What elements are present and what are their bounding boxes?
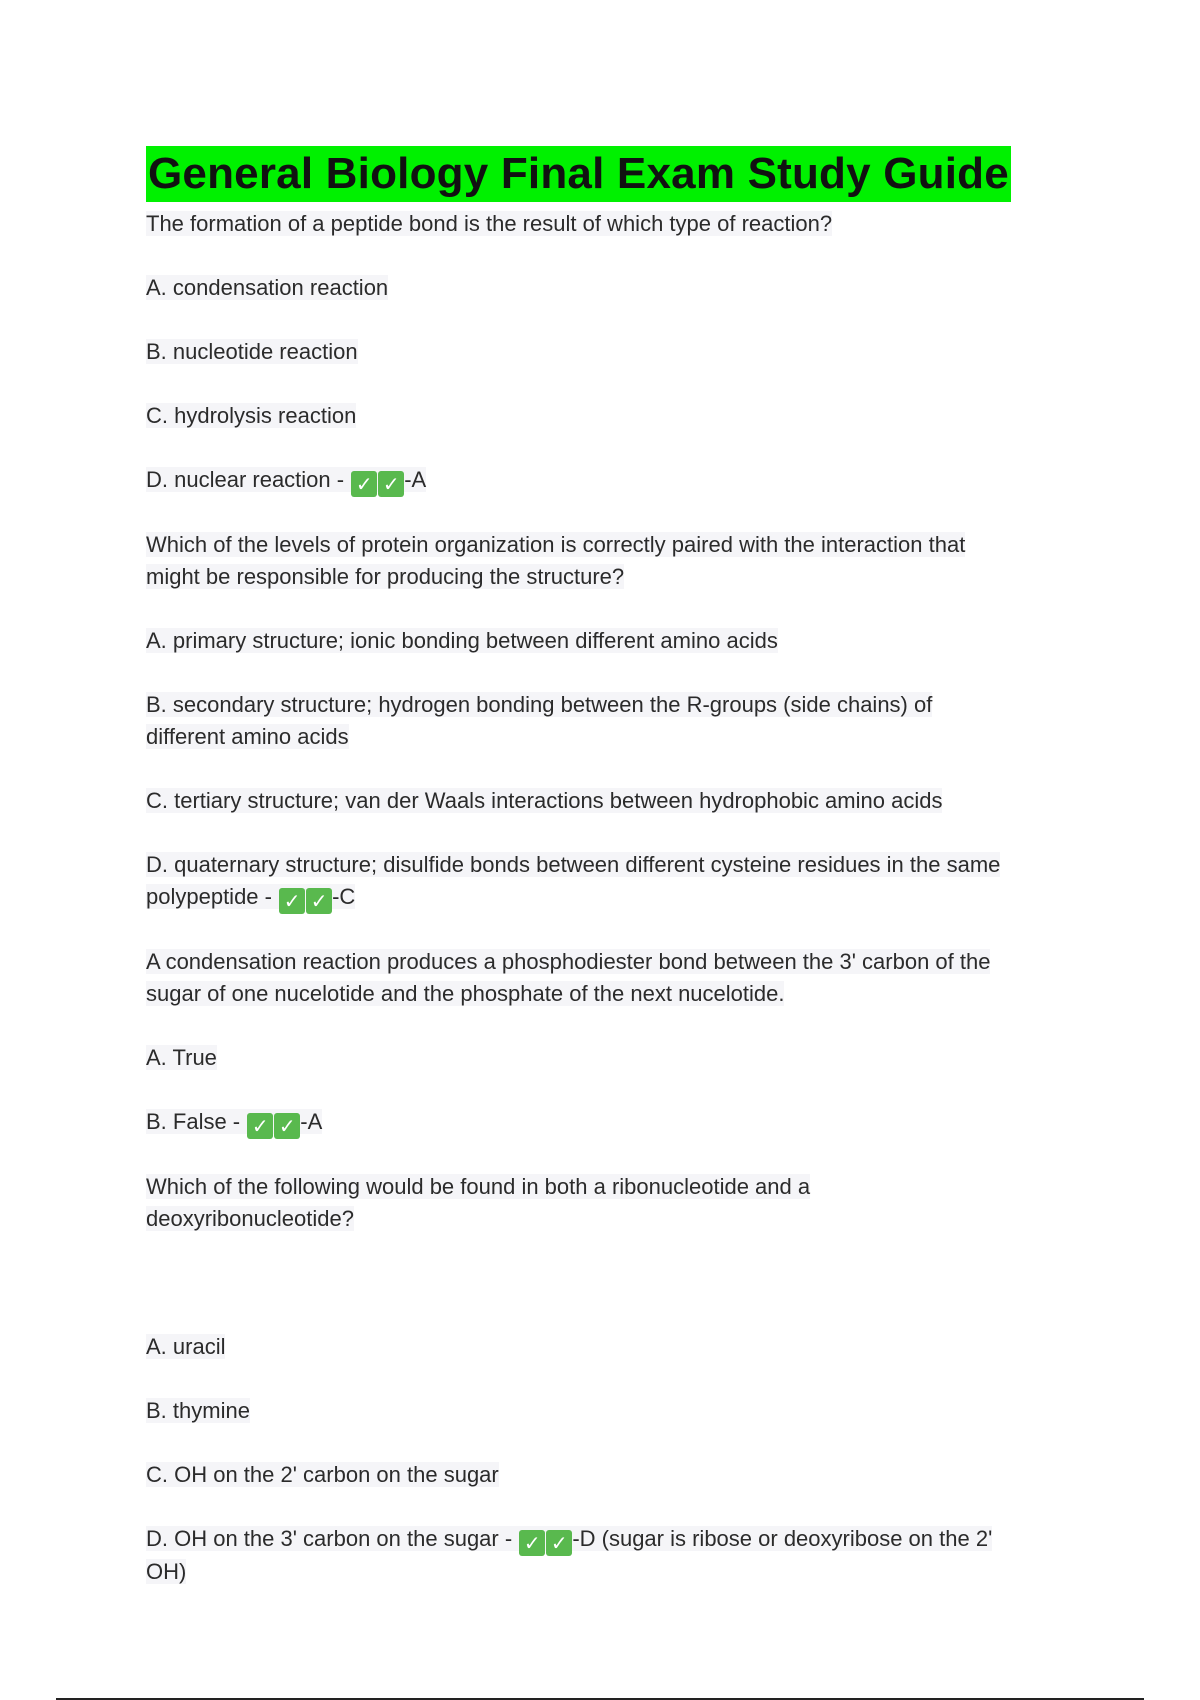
question-3-option-a: A. True xyxy=(146,1045,217,1070)
question-2-text-cont: might be responsible for producing the structure? xyxy=(146,564,625,589)
question-1-option-d: D. nuclear reaction - ✓ ✓ -A xyxy=(146,467,427,496)
answer-label: -A xyxy=(404,467,427,492)
question-2-option-c: C. tertiary structure; van der Waals interactions between hydrophobic amino acids xyxy=(146,788,943,813)
question-2-option-a: A. primary structure; ionic bonding between different amino acids xyxy=(146,628,778,653)
question-4-option-d-cont: OH) xyxy=(146,1559,187,1584)
check-mark-icon: ✓ xyxy=(519,1530,545,1556)
question-2-option-d: D. quaternary structure; disulfide bonds between different cysteine residues in the same xyxy=(146,852,1001,877)
question-4-option-b: B. thymine xyxy=(146,1398,250,1423)
question-2-option-b: B. secondary structure; hydrogen bonding between the R-groups (side chains) of xyxy=(146,692,933,717)
question-1-text: The formation of a peptide bond is the result of which type of reaction? xyxy=(146,211,833,236)
question-3-text: A condensation reaction produces a phosphodiester bond between the 3' carbon of the xyxy=(146,949,991,974)
page-title: General Biology Final Exam Study Guide xyxy=(146,146,1011,202)
check-mark-icon: ✓ xyxy=(279,888,305,914)
question-1-option-c: C. hydrolysis reaction xyxy=(146,403,357,428)
check-mark-icon: ✓ xyxy=(546,1530,572,1556)
check-mark-icon: ✓ xyxy=(247,1113,273,1139)
document-page xyxy=(146,146,1096,1588)
question-4-text: Which of the following would be found in both a ribonucleotide and a xyxy=(146,1174,811,1199)
check-mark-icon: ✓ xyxy=(378,471,404,497)
answer-label: -A xyxy=(300,1109,323,1134)
question-4-option-d: D. OH on the 3' carbon on the sugar - ✓ ✓ -D (sugar is ribose or deoxyribose on the 2' xyxy=(146,1526,993,1555)
check-mark-icon: ✓ xyxy=(351,471,377,497)
question-2-text: Which of the levels of protein organization is correctly paired with the interaction that xyxy=(146,532,966,557)
answer-label: -C xyxy=(332,884,356,909)
question-3-text-cont: sugar of one nucelotide and the phosphate of the next nucelotide. xyxy=(146,981,785,1006)
question-4-option-c: C. OH on the 2' carbon on the sugar xyxy=(146,1462,499,1487)
question-3-option-b: B. False - ✓ ✓ -A xyxy=(146,1109,323,1138)
question-4-text-cont: deoxyribonucleotide? xyxy=(146,1206,354,1231)
question-4-option-a: A. uracil xyxy=(146,1334,226,1359)
question-1-option-a: A. condensation reaction xyxy=(146,275,389,300)
question-2-option-b-cont: different amino acids xyxy=(146,724,349,749)
check-mark-icon: ✓ xyxy=(306,888,332,914)
check-mark-icon: ✓ xyxy=(274,1113,300,1139)
answer-label: -D (sugar is ribose or deoxyribose on the 2' xyxy=(572,1526,993,1551)
question-2-option-d-cont: polypeptide - ✓ ✓ -C xyxy=(146,884,356,913)
question-1-option-b: B. nucleotide reaction xyxy=(146,339,358,364)
